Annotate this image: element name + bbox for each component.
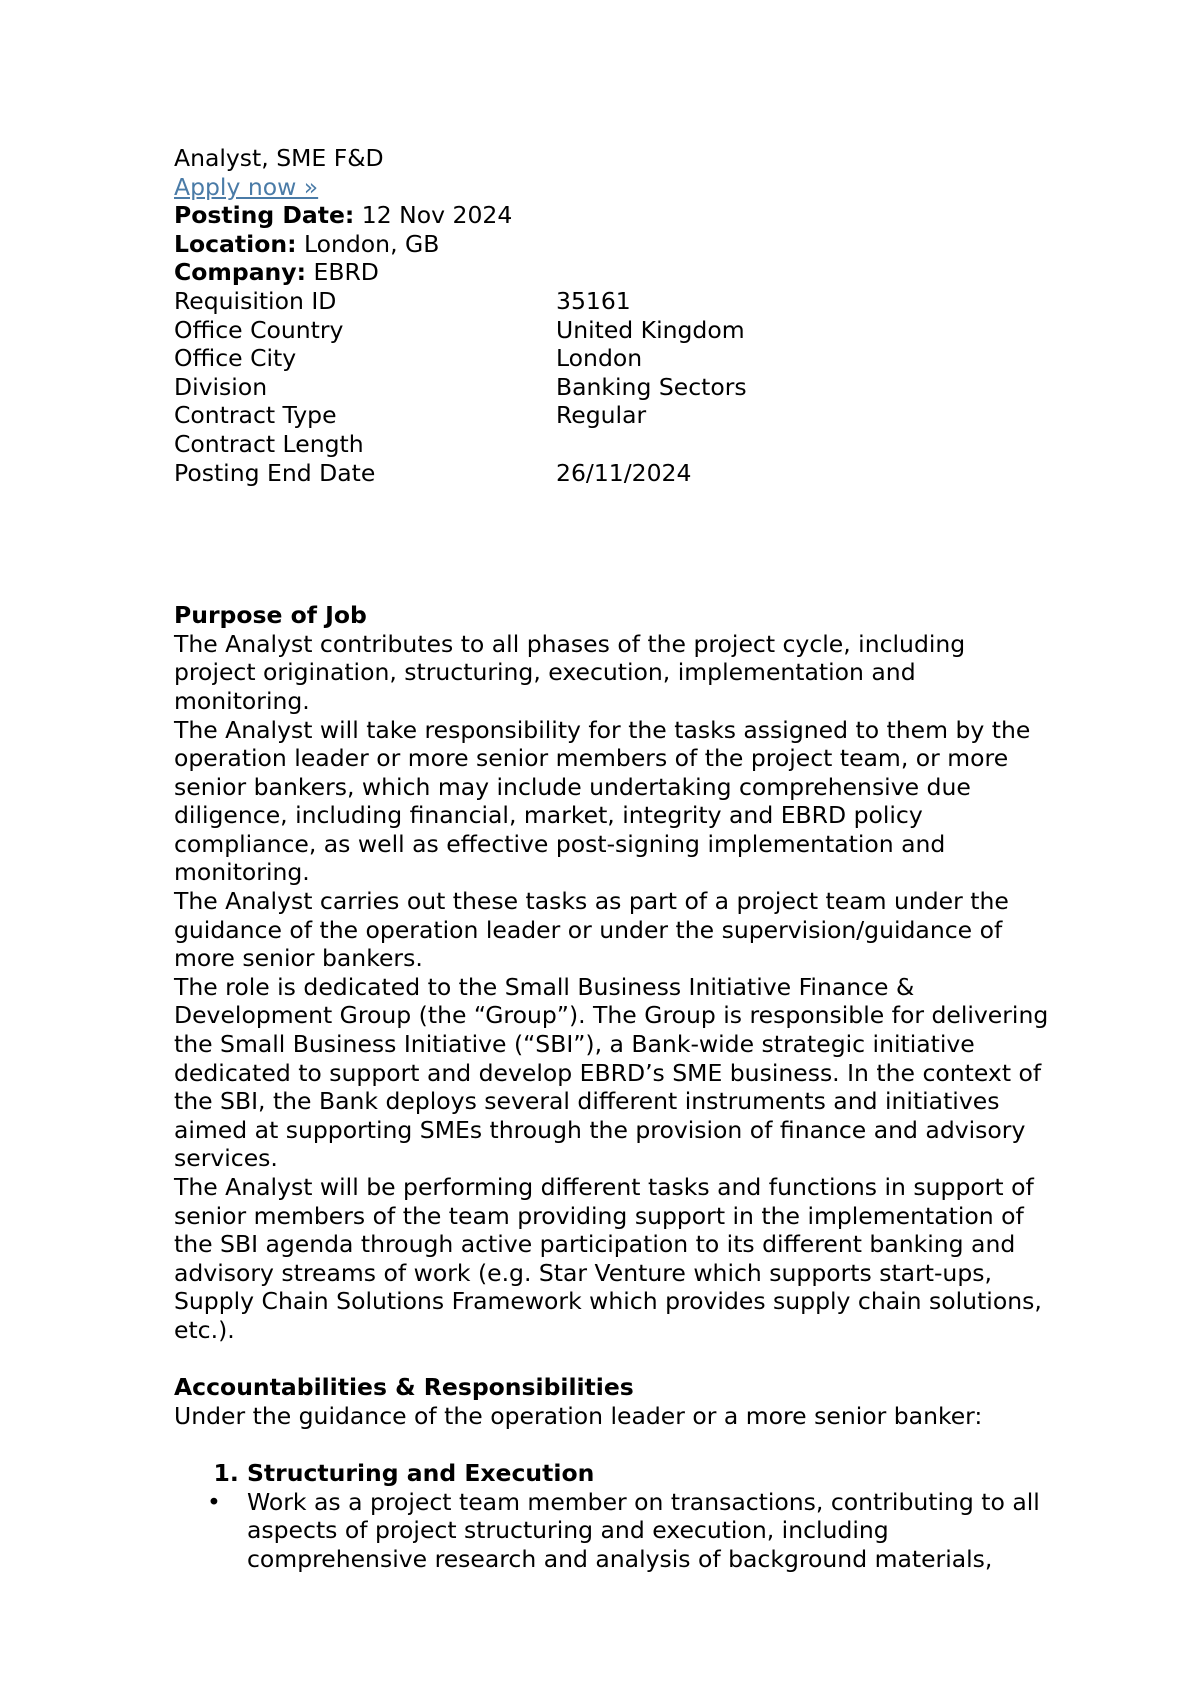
posting-date-value: 12 Nov 2024 [354, 201, 513, 230]
detail-key: Contract Length [174, 429, 364, 458]
location-label: Location: [174, 229, 297, 258]
table-row [174, 287, 747, 316]
job-posting-page [174, 144, 1054, 1573]
table-row [174, 316, 747, 345]
detail-key: Requisition ID [174, 286, 337, 315]
bullet-list [174, 1488, 1054, 1574]
detail-key: Office City [174, 344, 297, 373]
location-row [174, 230, 1054, 259]
detail-value: 26/11/2024 [556, 458, 692, 487]
detail-key: Posting End Date [174, 458, 376, 487]
spacer [174, 1345, 1054, 1374]
detail-key: Office Country [174, 315, 344, 344]
table-row [174, 373, 747, 402]
purpose-paragraph: The Analyst will be performing different tasks and functions in support of senior members of the team providing support in the implementation of the SBI agenda through active participation to its different banking and advisory streams of work (e.g. Star Venture which supports start-ups, Supply Chain Solutions Framework which provides supply chain solutions, etc.). [174, 1173, 1042, 1344]
location-value: London, GB [296, 229, 440, 258]
job-title: Analyst, SME F&D [174, 144, 384, 172]
accountabilities-intro: Under the guidance of the operation leader or a more senior banker: [174, 1401, 983, 1430]
table-row [174, 459, 747, 488]
company-value: EBRD [306, 258, 379, 287]
posting-date-label: Posting Date: [174, 201, 355, 230]
purpose-paragraph: The Analyst carries out these tasks as part of a project team under the guidance of the operation leader or under the supervision/guidance of more senior bankers. [174, 887, 1009, 973]
company-label: Company: [174, 258, 307, 287]
purpose-paragraph: The Analyst will take responsibility for the tasks assigned to them by the operation leader or more senior members of the project team, or more senior bankers, which may include undertaking comprehensive due diligence, including financial, market, integrity and EBRD policy compliance, as well as effective post-signing implementation and monitoring. [174, 715, 1031, 887]
detail-key: Contract Type [174, 401, 337, 430]
accountabilities-list [174, 1459, 1054, 1488]
apply-now-link[interactable]: Apply now » [174, 172, 319, 201]
job-details-table [174, 287, 747, 487]
bullet-item: • Work as a project team member on transactions, contributing to all aspects of project structuring and execution, including comprehensive research and analysis of background materials, [247, 1488, 1054, 1574]
detail-key: Division [174, 372, 268, 401]
list-item [247, 1459, 1054, 1488]
table-row [174, 430, 747, 459]
purpose-heading: Purpose of Job [174, 601, 367, 630]
purpose-paragraph: The role is dedicated to the Small Business Initiative Finance & Development Group (the “Group”). The Group is responsible for delivering the Small Business Initiative (“SBI”), a Bank-wide strategic initiative dedicated to support and develop EBRD’s SME business. In the context of the SBI, the Bank deploys several different instruments and initiatives aimed at supporting SMEs through the provision of finance and advisory services. [174, 972, 1049, 1173]
posting-date-row [174, 201, 1054, 230]
table-row [174, 401, 747, 430]
detail-value: United Kingdom [556, 315, 745, 344]
detail-value: 35161 [556, 286, 631, 315]
spacer [174, 487, 1054, 601]
detail-value: London [556, 344, 643, 373]
accountabilities-heading: Accountabilities & Responsibilities [174, 1373, 634, 1402]
detail-value: Banking Sectors [556, 372, 747, 401]
purpose-paragraph: The Analyst contributes to all phases of the project cycle, including project origination, structuring, execution, implementation and monitoring. [174, 629, 966, 715]
detail-value [556, 430, 747, 459]
company-row [174, 258, 1054, 287]
section-title: Structuring and Execution [247, 1458, 595, 1487]
detail-value: Regular [556, 401, 647, 430]
table-row [174, 344, 747, 373]
